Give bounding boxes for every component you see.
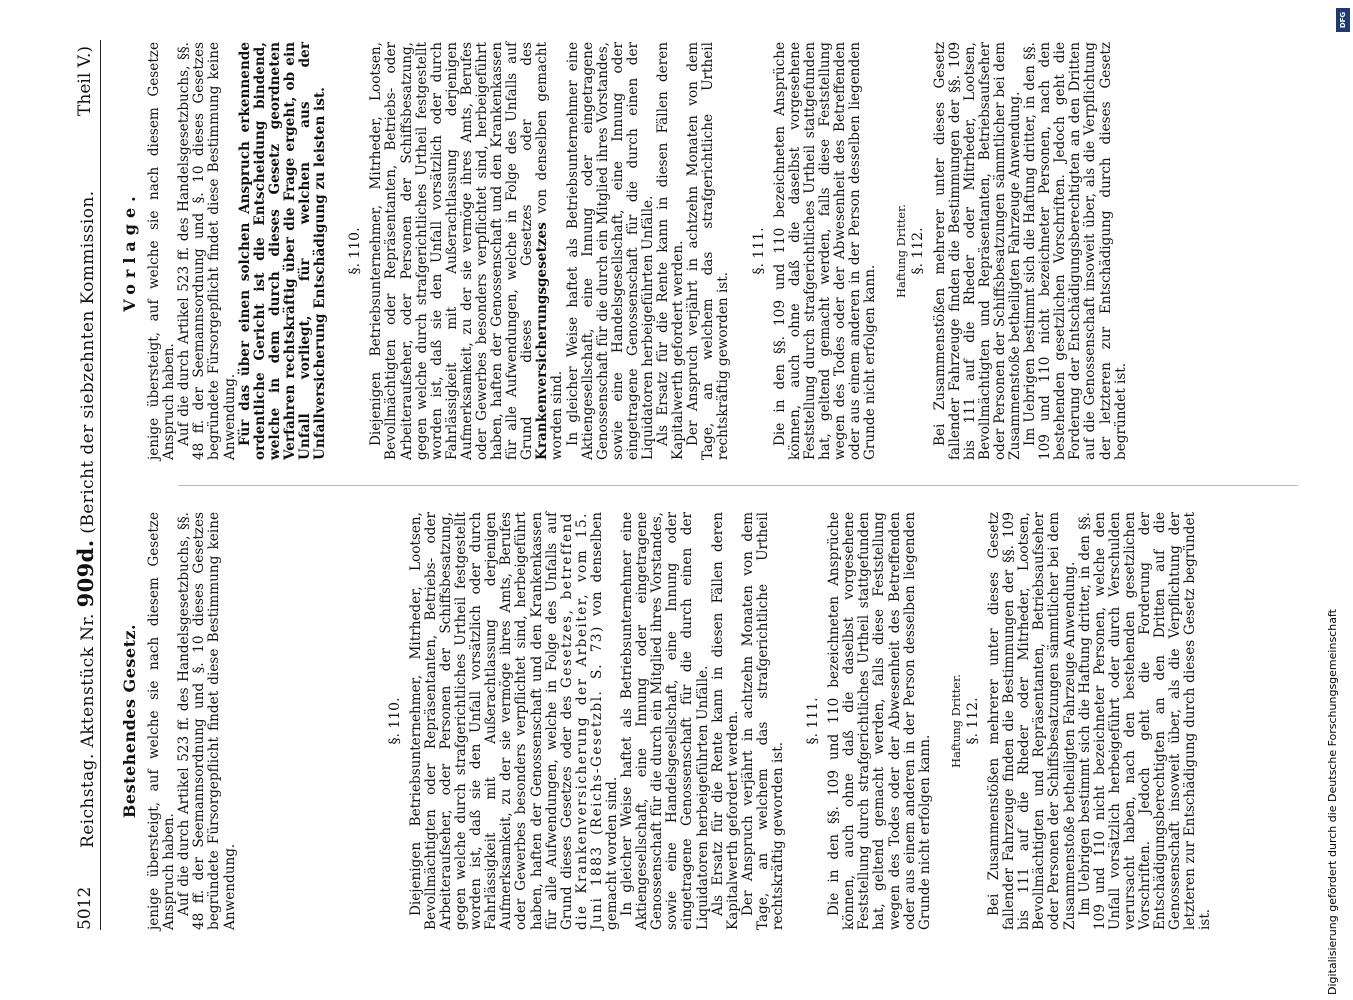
paragraph: Die in den §§. 109 und 110 bezeichneten Ansprüche können, auch ohne daß die daselbst vorgesehene Feststellung durch strafgerichtliches Urtheil stattgefunden hat, geltend gemacht werden, falls diese Feststellung wegen des Todes oder der Abwesenheit des Betreffenden oder aus einem anderen in der Person desselben liegenden Grunde nicht erfolgen kann. xyxy=(826,512,933,930)
section-heading-112: §. 112. xyxy=(964,697,981,745)
column-proposal xyxy=(118,42,1129,460)
section-heading-110: §. 110. xyxy=(386,697,403,745)
paragraph: jenige übersteigt, auf welche sie nach diesem Gesetze Anspruch haben. xyxy=(146,512,178,930)
subheading-liability-third-parties: Haftung Dritter. xyxy=(894,204,909,298)
title-prefix: Reichstag. Aktenstück Nr. xyxy=(78,607,98,848)
law-reference: Krankenversicherungsgesetzes xyxy=(534,222,551,460)
section-heading-111: §. 111. xyxy=(805,697,822,745)
paragraph: jenige übersteigt, auf welche sie nach diesem Gesetze Anspruch haben. xyxy=(146,42,178,460)
paragraph: Bei Zusammenstößen mehrerer unter dieses Gesetz fallender Fahrzeuge finden die Bestimmungen der §§. 109 bis 111 auf die Rheder oder Mitrheder, Lootsen, Bevollmächtigten und Repräsentanten, Betriebsaufseher oder Personen der Schiffsbesatzungen sämmtlicher bei dem Zusammenstoße betheiligten Fahrzeuge Anwendung. xyxy=(986,512,1078,930)
section-heading-112: §. 112. xyxy=(910,227,927,275)
column-existing-law xyxy=(118,512,1213,930)
column-heading-existing: Bestehendes Gesetz. xyxy=(120,623,139,819)
column-heading-proposal: Vorlage. xyxy=(120,190,139,312)
paragraph: Auf die durch Artikel 523 ff. des Handelsgesetzbuchs, §§. 48 ff. der Seemannsordnung und §. 10 dieses Gesetzes begründete Fürsorgepflicht findet diese Bestimmung keine Anwendung. xyxy=(176,42,238,460)
part-label: Theil V.) xyxy=(75,46,95,116)
paragraph: Bei Zusammenstößen mehrerer unter dieses Gesetz fallender Fahrzeuge finden die Bestimmungen der §§. 109 bis 111 auf die Rheder oder Mitrheder, Lootsen, Bevollmächtigten und Repräsentanten, Betriebsaufseher oder Personen der Schiffsbesatzungen sämmtlicher bei dem Zusammenstoße betheiligten Fahrzeuge Anwendung. xyxy=(931,42,1023,460)
rotated-page xyxy=(73,40,1308,930)
subheading-liability-third-parties: Haftung Dritter. xyxy=(948,674,963,768)
page-number: 5012 xyxy=(75,886,95,930)
paragraph: In gleicher Weise haftet als Betriebsunternehmer eine Aktiengesellschaft, eine Innung oder eingetragene Genossenschaft für die durch ein Mitglied ihres Vorstandes, sowie eine Handelsgesellschaft, eine Innung oder eingetragene Genossenschaft für die durch einen der Liquidatoren herbeigeführten Unfälle. xyxy=(564,42,656,460)
law-reference: Gesetzes, betreffend die Krankenversicherung der Arbeiter, vom 15. Juni 1883 (Reichs-Gesetzbl. S. 73) xyxy=(558,512,605,930)
paragraph: Als Ersatz für die Rente kann in diesen Fällen deren Kapitalwerth gefordert werden. xyxy=(655,42,687,460)
paragraph: Der Anspruch verjährt in achtzehn Monaten von dem Tage, an welchem das strafgerichtliche Urtheil rechtskräftig geworden ist. xyxy=(739,512,786,930)
paragraph: In gleicher Weise haftet als Betriebsunternehmer eine Aktiengesellschaft, eine Innung oder eingetragene Genossenschaft für die durch ein Mitglied ihres Vorstandes, sowie eine Handelsgesellschaft, eine Innung oder eingetragene Genossenschaft für die durch einen der Liquidatoren herbeigeführten Unfälle. xyxy=(619,512,711,930)
paragraph: Auf die durch Artikel 523 ff. des Handelsgesetzbuchs, §§. 48 ff. der Seemannsordnung und §. 10 dieses Gesetzes begründete Fürsorgepflicht findet diese Bestimmung keine Anwendung. xyxy=(176,512,238,930)
paragraph: Die in den §§. 109 und 110 bezeichneten Ansprüche können, auch ohne daß die daselbst vorgesehene Feststellung durch strafgerichtliches Urtheil stattgefunden hat, geltend gemacht werden, falls diese Feststellung wegen des Todes oder der Abwesenheit des Betreffenden oder aus einem anderen in der Person desselben liegenden Grunde nicht erfolgen kann. xyxy=(771,42,879,460)
section-heading-110: §. 110. xyxy=(347,227,364,275)
paragraph: Der Anspruch verjährt in achtzehn Monaten von dem Tage, an welchem das strafgerichtliche Urtheil rechtskräftig geworden ist. xyxy=(685,42,732,460)
paragraph: Als Ersatz für die Rente kann in diesen Fällen deren Kapitalwerth gefordert werden. xyxy=(709,512,741,930)
section-heading-111: §. 111. xyxy=(750,227,767,275)
paragraph-bold-amendment: Für das über einen solchen Anspruch erkennende ordentliche Gericht ist die Entscheidung bindend, welche in dem durch dieses Gesetz geordneten Verfahren rechtskräftig über die Frage ergeht, ob ein Unfall vorliegt, für welchen aus der Unfallversicherung Entschädigung zu leisten ist. xyxy=(236,42,329,460)
document-number: 909d. xyxy=(73,539,98,608)
title-suffix: (Bericht der siebzehnten Kommission. xyxy=(78,190,98,540)
paragraph: Diejenigen Betriebsunternehmer, Mitrheder, Lootsen, Bevollmächtigten oder Repräsentanten, Betriebs- oder Arbeiteraufseher, oder Personen der Schiffsbesatzung, gegen welche durch strafgerichtliches Urtheil festgestellt worden ist, daß sie den Unfall vorsätzlich oder durch Fahrlässigkeit mit Außerachtlassung derjenigen Aufmerksamkeit, zu der sie vermöge ihres Amts, Berufes oder Gewerbes besonders verpflichtet sind, herbeigeführt haben, haften der Genossenschaft und den Krankenkassen für alle Aufwendungen, welche in Folge des Unfalls auf Grund dieses Gesetzes oder des Gesetzes, betreffend die Krankenversicherung der Arbeiter, vom 15. Juni 1883 (Reichs-Gesetzbl. S. 73) von denselben gemacht worden sind. xyxy=(407,512,620,930)
paragraph: Diejenigen Betriebsunternehmer, Mitrheder, Lootsen, Bevollmächtigten oder Repräsentanten, Betriebs- oder Arbeiteraufseher, oder Personen der Schiffsbesatzung, gegen welche durch strafgerichtliches Urtheil festgestellt worden ist, daß sie den Unfall vorsätzlich oder durch Fahrlässigkeit mit Außerachtlassung derjenigen Aufmerksamkeit, zu der sie vermöge ihres Amts, Berufes oder Gewerbes besonders verpflichtet sind, herbeigeführt haben, haften der Genossenschaft und den Krankenkassen für alle Aufwendungen, welche in Folge des Unfalls auf Grund dieses Gesetzes oder des Krankenversicherungsgesetzes von denselben gemacht worden sind. xyxy=(368,42,566,460)
digitization-sidebar xyxy=(1300,20,1352,995)
dfg-logo-icon: DFG xyxy=(1336,8,1350,32)
page-title xyxy=(73,190,98,848)
digitization-credit: Digitalisierung gefördert durch die Deutsche Forschungsgemeinschaft xyxy=(1326,609,1339,995)
paragraph: Im Uebrigen bestimmt sich die Haftung dritter, in den §§. 109 und 110 nicht bezeichneter Personen, nach den bestehenden gesetzlichen Vorschriften. Jedoch geht die Forderung der Entschädigungsberechtigten an den Dritten auf die Genossenschaft insoweit über, als die Verpflichtung der letzteren zur Entschädigung durch dieses Gesetz begründet ist. xyxy=(1022,42,1129,460)
column-divider xyxy=(178,485,1298,486)
paragraph: Im Uebrigen bestimmt sich die Haftung dritter, in den §§. 109 und 110 nicht bezeichneter Personen, welche den Unfall vorsätzlich herbeigeführt oder durch Verschulden verursacht haben, nach den bestehenden gesetzlichen Vorschriften. Jedoch geht die Forderung der Entschädigungsberechtigten an den Dritten auf die Genossenschaft insoweit über, als die Verpflichtung der letzteren zur Entschädigung durch dieses Gesetz begründet ist. xyxy=(1076,512,1214,930)
page-header xyxy=(73,40,101,930)
